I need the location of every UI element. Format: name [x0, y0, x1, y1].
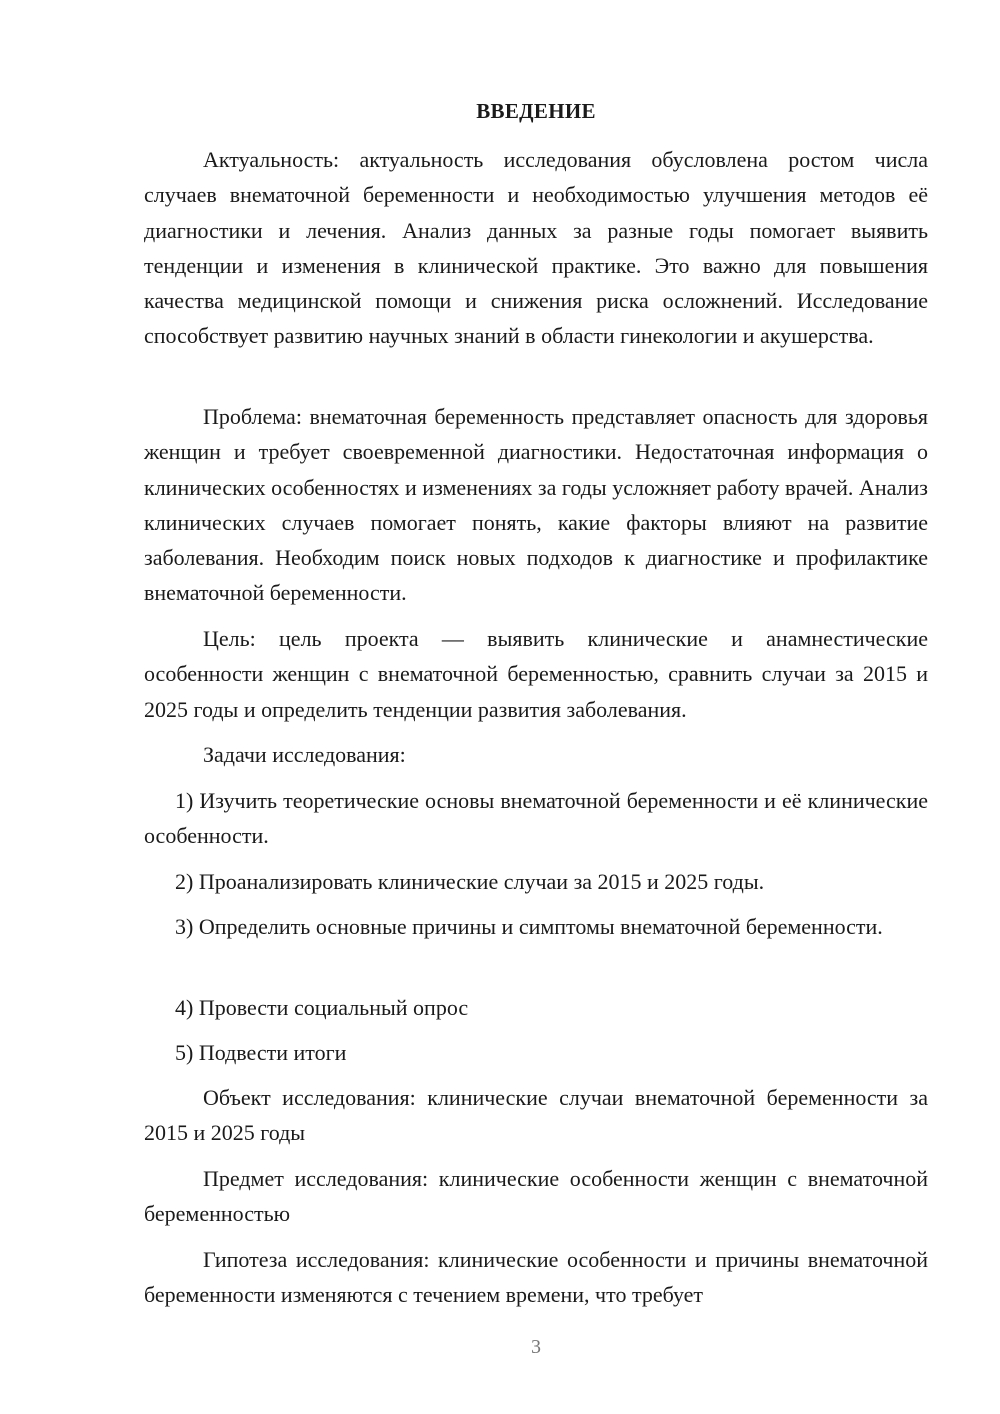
task-item-5: 5) Подвести итоги: [175, 1040, 347, 1065]
task-item-2: 2) Проанализировать клинические случаи за 2015 и 2025 годы.: [175, 869, 765, 894]
paragraph-relevance: Актуальность: актуальность исследования обусловлена ростом числа случаев внематочной беременности и необходимостью улучшения методов её диагностики и лечения. Анализ данных за разные годы помогает выявить тенденции и изменения в клинической практике. Это важно для повышения качества медицинской помощи и снижения риска осложнений. Исследование способствует развитию научных знаний в области гинекологии и акушерства.: [144, 147, 928, 349]
task-item-3: 3) Определить основные причины и симптомы внематочной беременности.: [175, 914, 883, 939]
task-item-4: 4) Провести социальный опрос: [175, 995, 469, 1020]
page-number: 3: [531, 1336, 541, 1358]
tasks-title: Задачи исследования:: [203, 742, 406, 767]
paragraph-hypothesis: Гипотеза исследования: клинические особенности и причины внематочной беременности изменяются с течением времени, что требует: [144, 1247, 928, 1308]
paragraph-goal: Цель: цель проекта — выявить клинические и анамнестические особенности женщин с внематочной беременностью, сравнить случаи за 2015 и 2025 годы и определить тенденции развития заболевания.: [144, 626, 928, 722]
section-heading: ВВЕДЕНИЕ: [476, 99, 596, 123]
paragraph-object: Объект исследования: клинические случаи внематочной беременности за 2015 и 2025 годы: [144, 1085, 928, 1146]
task-item-1: 1) Изучить теоретические основы внематочной беременности и её клинические особенности.: [144, 788, 928, 849]
paragraph-subject: Предмет исследования: клинические особенности женщин с внематочной беременностью: [144, 1166, 928, 1227]
paragraph-problem: Проблема: внематочная беременность представляет опасность для здоровья женщин и требует своевременной диагностики. Недостаточная информация о клинических особенностях и изменениях за годы усложняет работу врачей. Анализ клинических случаев помогает понять, какие факторы влияют на развитие заболевания. Необходим поиск новых подходов к диагностике и профилактике внематочной беременности.: [144, 404, 928, 606]
